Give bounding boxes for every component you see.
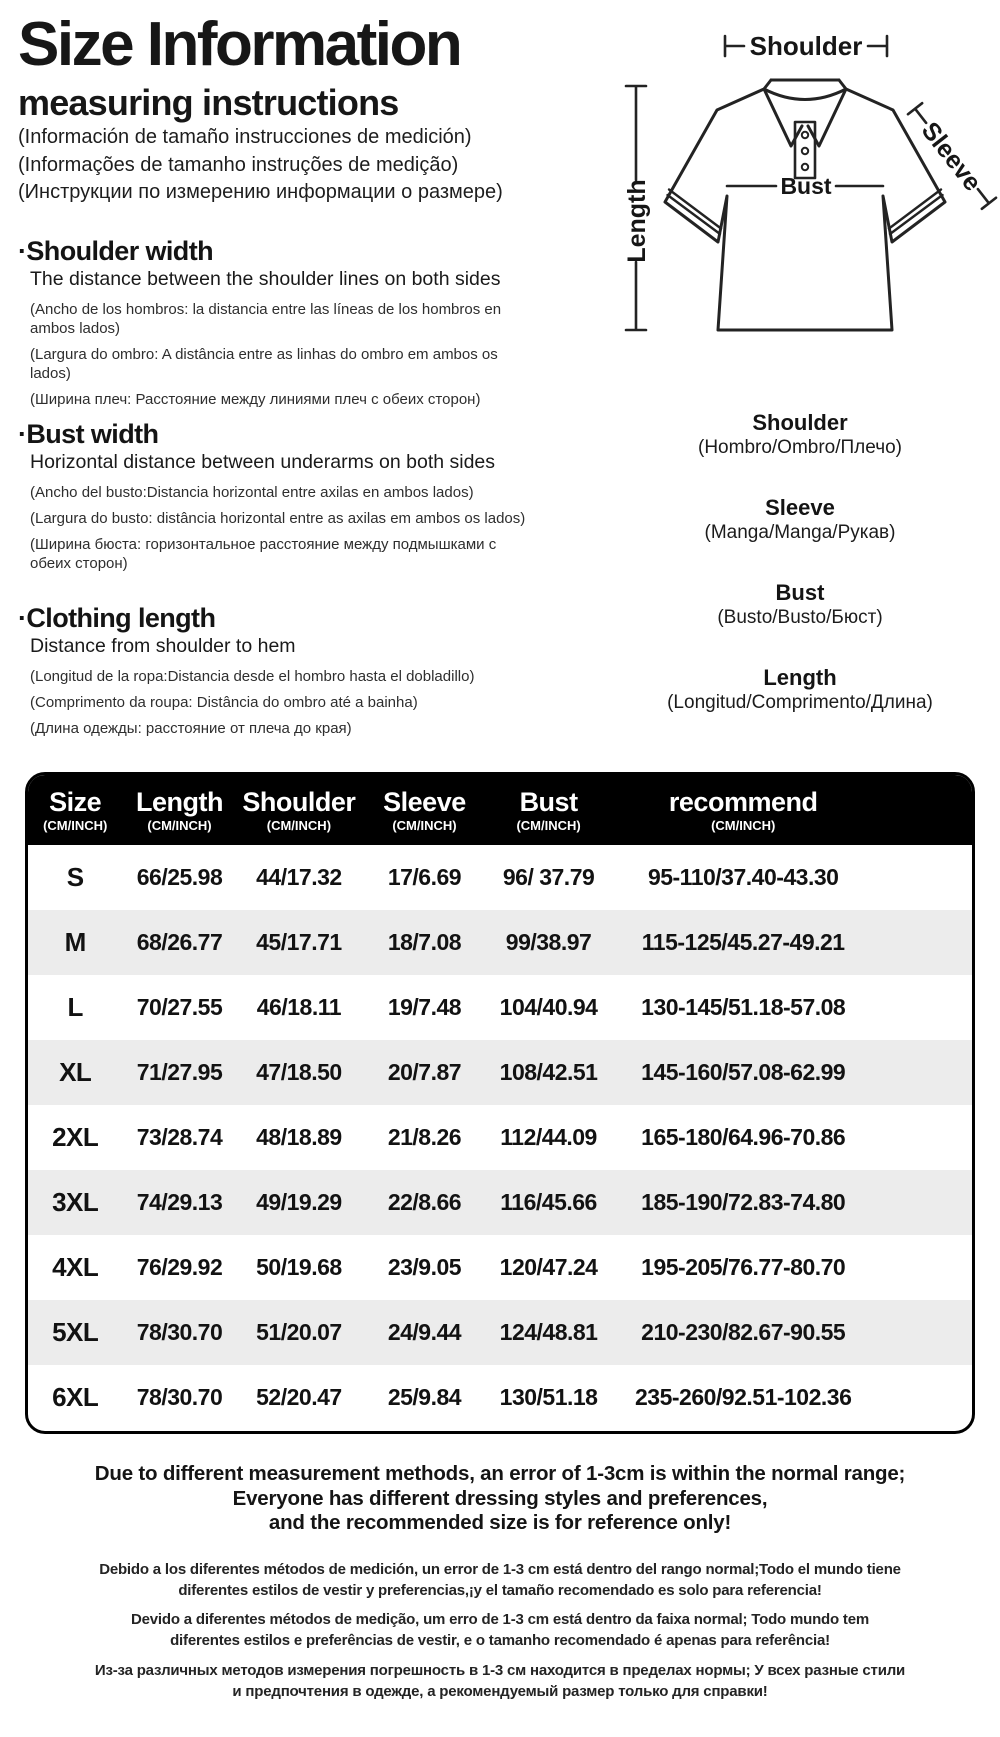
- note-spanish: [0, 1560, 1000, 1601]
- table-cell: 70/27.55: [136, 994, 223, 1020]
- section-translation-pt: (Largura do ombro: A distância entre as linhas do ombro em ambos os lados): [30, 346, 498, 382]
- section-translation-es: (Ancho del busto:Distancia horizontal entre axilas en ambos lados): [30, 484, 474, 501]
- table-cell: 22/8.66: [387, 1189, 462, 1215]
- diagram-length-label: Length: [623, 179, 651, 263]
- legend-term: Bust: [775, 580, 825, 605]
- table-cell: 130/51.18: [499, 1384, 598, 1410]
- table-cell: 78/30.70: [136, 1319, 223, 1345]
- polo-shirt-diagram: [550, 10, 1000, 360]
- diagram-bust-label: Bust: [780, 173, 832, 199]
- subtitle-translation-ru: (Инструкции по измерению информации о размере): [18, 181, 503, 203]
- column-header-recommend: [609, 788, 971, 832]
- table-cell: L: [67, 992, 83, 1022]
- table-cell: 74/29.13: [136, 1189, 223, 1215]
- table-cell: 2XL: [52, 1122, 99, 1152]
- shirt-outline: [665, 89, 945, 330]
- section-heading: ·Shoulder width: [18, 236, 213, 266]
- table-cell: 5XL: [52, 1317, 99, 1347]
- size-row-m: [28, 910, 972, 975]
- column-header-length: [122, 788, 236, 832]
- note-line: Due to different measurement methods, an error of 1-3cm is within the normal range;: [94, 1462, 906, 1485]
- note-line: и предпочтения в одежде, а рекомендуемый размер только для справки!: [232, 1682, 768, 1700]
- section-translation-ru: (Ширина бюста: горизонтальное расстояние между подмышками с обеих сторон): [30, 536, 497, 572]
- note-russian: [0, 1661, 1000, 1702]
- table-cell: 210-230/82.67-90.55: [641, 1319, 846, 1345]
- section-description: Horizontal distance between underarms on both sides: [30, 451, 496, 473]
- column-label: Size: [49, 787, 102, 817]
- size-row-5xl: [28, 1300, 972, 1365]
- diagram-shoulder-label: Shoulder: [749, 31, 863, 61]
- column-label: recommend: [668, 787, 818, 817]
- placket-button: [802, 164, 808, 170]
- table-cell: 112/44.09: [500, 1124, 597, 1150]
- section-translation-pt: (Comprimento da roupa: Distância do ombro até a bainha): [30, 694, 418, 711]
- table-cell: S: [66, 862, 84, 892]
- table-cell: 46/18.11: [256, 994, 342, 1020]
- table-cell: 124/48.81: [499, 1319, 598, 1345]
- size-table: [25, 772, 975, 1434]
- size-table-header: [28, 775, 972, 845]
- legend-translation: (Hombro/Ombro/Плечо): [698, 437, 902, 458]
- column-label: Bust: [519, 787, 578, 817]
- section-translation-ru: (Ширина плеч: Расстояние между линиями плеч с обеих сторон): [30, 391, 481, 408]
- section-translation-es: (Longitud de la ropa:Distancia desde el hombro hasta el dobladillo): [30, 668, 475, 685]
- size-row-l: [28, 975, 972, 1040]
- table-cell: 76/29.92: [136, 1254, 223, 1280]
- column-label: Length: [136, 787, 223, 817]
- note-line: Everyone has different dressing styles and preferences,: [232, 1486, 768, 1510]
- table-cell: 51/20.07: [256, 1319, 342, 1345]
- legend-shoulder: [570, 410, 1000, 460]
- legend-sleeve: [570, 495, 1000, 545]
- column-unit: (CM/INCH): [147, 818, 212, 833]
- legend-term: Length: [763, 665, 837, 690]
- table-cell: 104/40.94: [499, 994, 598, 1020]
- table-cell: 21/8.26: [387, 1124, 462, 1150]
- size-row-2xl: [28, 1105, 972, 1170]
- table-cell: 71/27.95: [136, 1059, 223, 1085]
- table-cell: M: [64, 927, 86, 957]
- table-cell: 19/7.48: [387, 994, 462, 1020]
- table-cell: 4XL: [52, 1252, 99, 1282]
- legend-translation: (Longitud/Comprimento/Длина): [667, 692, 933, 713]
- legend-length: [570, 665, 1000, 715]
- diagram-sleeve-label: Sleeve: [915, 116, 987, 197]
- table-cell: 6XL: [52, 1382, 99, 1412]
- note-line: diferentes estilos de vestir y preferencias,¡y el tamaño recomendado es solo para referencia!: [178, 1581, 822, 1599]
- table-cell: 120/47.24: [499, 1254, 598, 1280]
- section-translation-pt: (Largura do busto: distância horizontal entre as axilas em ambos os lados): [30, 510, 526, 527]
- page-subtitle: measuring instructions: [18, 82, 399, 123]
- column-unit: (CM/INCH): [43, 818, 108, 833]
- table-cell: 73/28.74: [136, 1124, 223, 1150]
- table-cell: 95-110/37.40-43.30: [647, 864, 839, 890]
- note-line: Из-за различных методов измерения погрешность в 1-3 см находится в пределах нормы; У всех разные стили: [94, 1662, 906, 1679]
- table-cell: 165-180/64.96-70.86: [641, 1124, 846, 1150]
- legend-term: Sleeve: [765, 495, 835, 520]
- table-cell: 116/45.66: [500, 1189, 597, 1215]
- table-cell: 17/6.69: [387, 864, 462, 890]
- size-row-s: [28, 845, 972, 910]
- table-cell: 47/18.50: [256, 1059, 342, 1085]
- section-heading: ·Clothing length: [18, 603, 216, 633]
- table-cell: 25/9.84: [387, 1384, 462, 1410]
- column-header-sleeve: [361, 788, 487, 832]
- table-cell: 49/19.29: [256, 1189, 342, 1215]
- table-cell: 23/9.05: [387, 1254, 462, 1280]
- table-cell: 24/9.44: [387, 1319, 462, 1345]
- placket-button: [802, 132, 808, 138]
- table-cell: 50/19.68: [256, 1254, 342, 1280]
- section-clothing-length: [18, 602, 533, 738]
- section-translation-ru: (Длина одежды: расстояние от плеча до края): [30, 720, 352, 737]
- table-cell: 96/ 37.79: [502, 864, 595, 890]
- size-row-6xl: [28, 1365, 972, 1430]
- table-cell: 66/25.98: [136, 864, 223, 890]
- table-cell: 235-260/92.51-102.36: [635, 1384, 852, 1410]
- note-line: Debido a los diferentes métodos de medición, un error de 1-3 cm está dentro del rango normal;Todo el mundo tiene: [99, 1561, 901, 1578]
- legend-term: Shoulder: [752, 410, 848, 435]
- size-row-xl: [28, 1040, 972, 1105]
- column-unit: (CM/INCH): [266, 818, 332, 833]
- table-cell: 45/17.71: [256, 929, 342, 955]
- column-unit: (CM/INCH): [711, 818, 776, 833]
- table-cell: 145-160/57.08-62.99: [641, 1059, 846, 1085]
- note-line: diferentes estilos e preferências de vestir, e o tamanho recomendado é apenas para referência!: [170, 1631, 830, 1649]
- placket-button: [802, 148, 808, 154]
- column-header-bust: [488, 788, 610, 832]
- note-line: Devido a diferentes métodos de medição, um erro de 1-3 cm está dentro da faixa normal; Todo mundo tem: [130, 1611, 870, 1628]
- section-description: The distance between the shoulder lines on both sides: [30, 268, 501, 290]
- column-unit: (CM/INCH): [516, 818, 581, 833]
- section-description: Distance from shoulder to hem: [30, 635, 296, 657]
- section-heading: ·Bust width: [18, 419, 159, 449]
- table-cell: 78/30.70: [136, 1384, 223, 1410]
- table-cell: 18/7.08: [387, 929, 462, 955]
- column-header-size: [28, 788, 122, 832]
- table-cell: 108/42.51: [499, 1059, 598, 1085]
- table-cell: 68/26.77: [136, 929, 223, 955]
- section-bust-width: [18, 418, 533, 573]
- table-cell: 130-145/51.18-57.08: [641, 994, 846, 1020]
- table-cell: 48/18.89: [256, 1124, 342, 1150]
- table-cell: 20/7.87: [387, 1059, 462, 1085]
- column-unit: (CM/INCH): [392, 818, 457, 833]
- note-english: [0, 1462, 1000, 1536]
- header: [18, 8, 542, 207]
- legend-translation: (Manga/Manga/Рукав): [704, 522, 896, 543]
- table-cell: 115-125/45.27-49.21: [641, 929, 845, 955]
- shirt-collar: [764, 80, 846, 146]
- section-translation-es: (Ancho de los hombros: la distancia entre las líneas de los hombros en ambos lados): [30, 301, 502, 337]
- size-row-3xl: [28, 1170, 972, 1235]
- column-label: Shoulder: [242, 787, 356, 817]
- legend-translation: (Busto/Busto/Бюст): [717, 607, 883, 628]
- subtitle-translation-es: (Información de tamaño instrucciones de medición): [18, 126, 472, 148]
- note-line: and the recommended size is for reference only!: [268, 1511, 732, 1534]
- table-cell: 52/20.47: [256, 1384, 342, 1410]
- column-label: Sleeve: [383, 787, 466, 817]
- note-portuguese: [0, 1610, 1000, 1651]
- subtitle-translation-pt: (Informações de tamanho instruções de medição): [18, 153, 459, 176]
- table-cell: 3XL: [52, 1187, 99, 1217]
- size-row-4xl: [28, 1235, 972, 1300]
- table-cell: 185-190/72.83-74.80: [641, 1189, 846, 1215]
- table-cell: XL: [59, 1057, 92, 1087]
- table-cell: 99/38.97: [505, 929, 592, 955]
- table-cell: 44/17.32: [256, 864, 342, 890]
- page-title: Size Information: [18, 10, 461, 79]
- column-header-shoulder: [237, 788, 362, 832]
- legend-bust: [570, 580, 1000, 630]
- section-shoulder-width: [18, 235, 533, 409]
- table-cell: 195-205/76.77-80.70: [641, 1254, 846, 1280]
